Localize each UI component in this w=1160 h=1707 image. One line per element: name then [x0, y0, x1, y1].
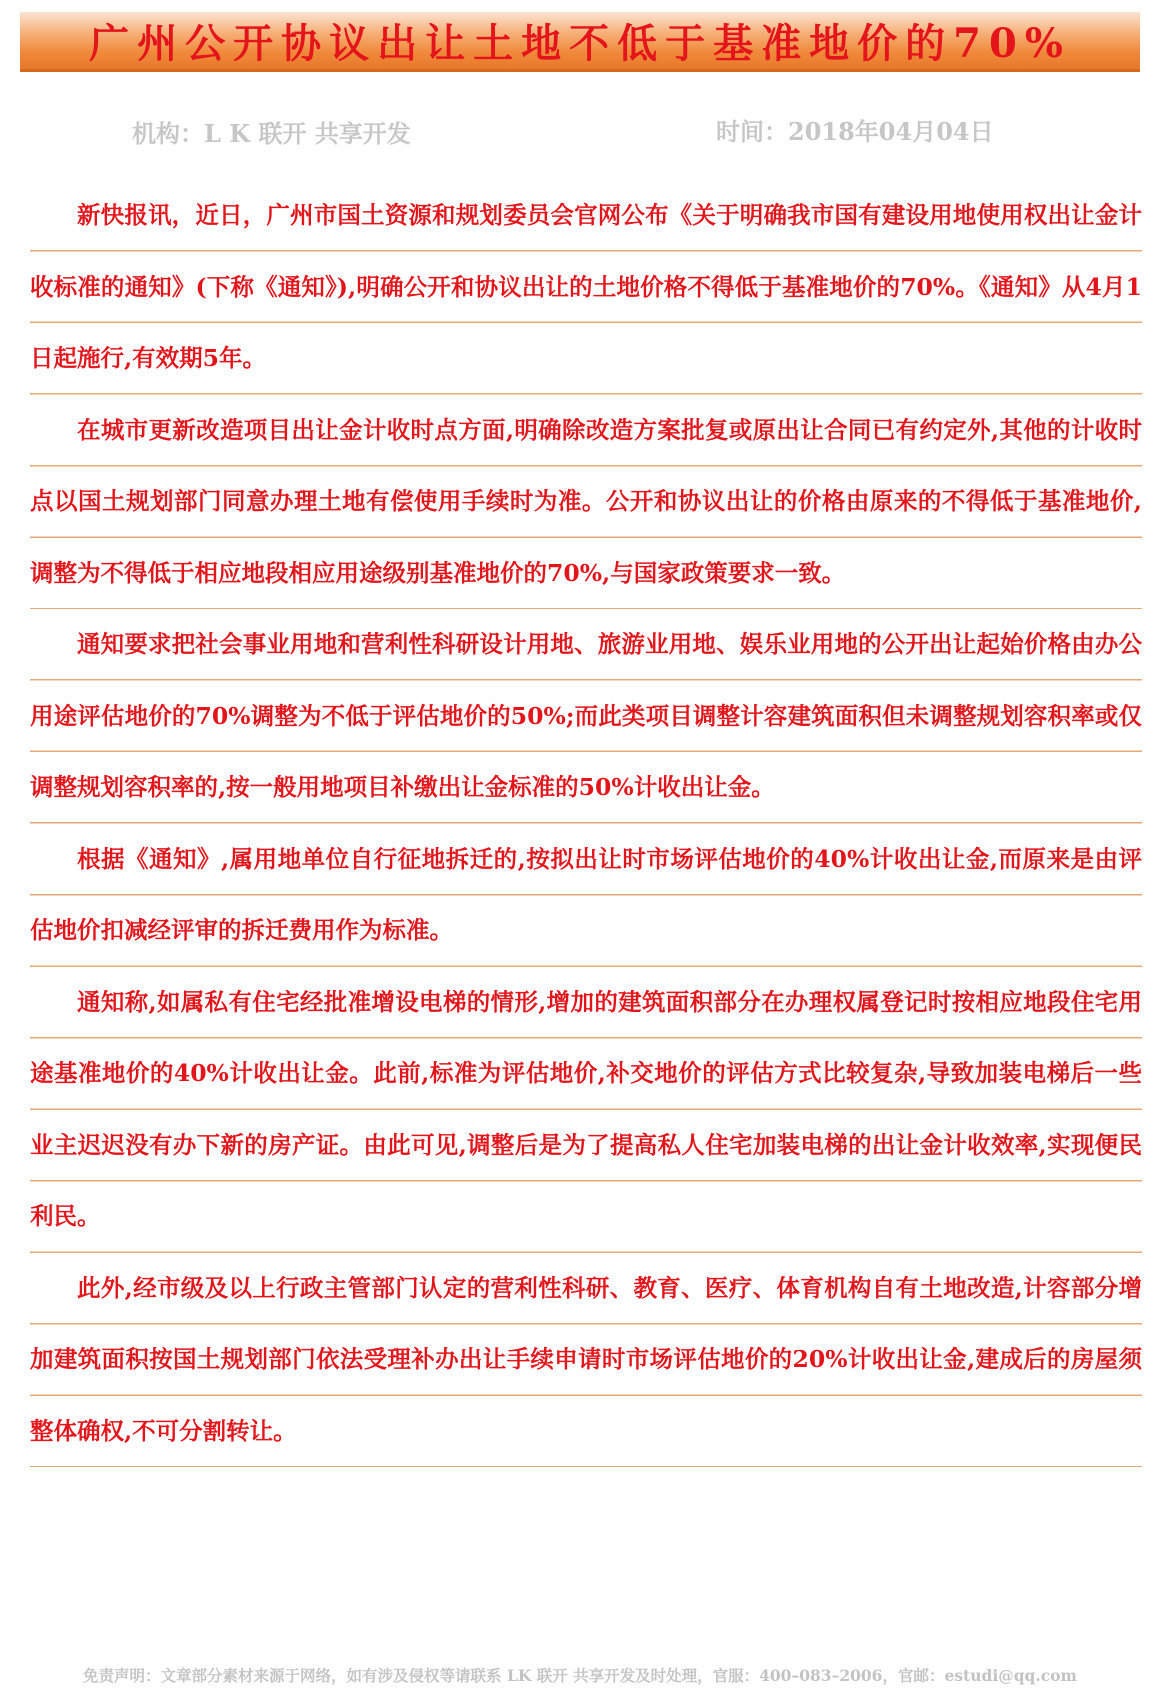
paragraph: 通知称,如属私有住宅经批准增设电梯的情形,增加的建筑面积部分在办理权属登记时按相应地段住宅用途基准地价的40%计收出让金。此前,标准为评估地价,补交地价的评估方式比较复杂,导致加装电梯后一些业主迟迟没有办下新的房产证。由此可见,调整后是为了提高私人住宅加装电梯的出让金计收效率,实现便民利民。 — [30, 967, 1142, 1253]
paragraph: 此外,经市级及以上行政主管部门认定的营利性科研、教育、医疗、体育机构自有土地改造,计容部分增加建筑面积按国土规划部门依法受理补办出让手续申请时市场评估地价的20%计收出让金,建成后的房屋须整体确权,不可分割转让。 — [30, 1253, 1142, 1468]
article-body — [30, 180, 1142, 1467]
page-title: 广州公开协议出让土地不低于基准地价的70% — [89, 20, 1071, 67]
paragraph: 新快报讯，近日，广州市国土资源和规划委员会官网公布《关于明确我市国有建设用地使用权出让金计收标准的通知》(下称《通知》),明确公开和协议出让的土地价格不得低于基准地价的70%。《通知》从4月1日起施行,有效期5年。 — [30, 180, 1142, 395]
paragraph: 在城市更新改造项目出让金计收时点方面,明确除改造方案批复或原出让合同已有约定外,其他的计收时点以国土规划部门同意办理土地有偿使用手续时为准。公开和协议出让的价格由原来的不得低于基准地价,调整为不得低于相应地段相应用途级别基准地价的70%,与国家政策要求一致。 — [30, 395, 1142, 610]
organization-label: 机构：L K 联开 共享开发 — [132, 119, 411, 148]
title-banner — [20, 12, 1140, 72]
meta-row — [0, 112, 1160, 152]
publish-time: 时间：2018年04月04日 — [716, 117, 994, 146]
disclaimer-footer: 免责声明：文章部分素材来源于网络，如有涉及侵权等请联系 LK 联开 共享开发及时处理，官服：400–083–2006，官邮：estudi@qq.com — [83, 1666, 1077, 1685]
paragraph: 通知要求把社会事业用地和营利性科研设计用地、旅游业用地、娱乐业用地的公开出让起始价格由办公用途评估地价的70%调整为不低于评估地价的50%;而此类项目调整计容建筑面积但未调整规划容积率或仅调整规划容积率的,按一般用地项目补缴出让金标准的50%计收出让金。 — [30, 609, 1142, 824]
paragraph: 根据《通知》,属用地单位自行征地拆迁的,按拟出让时市场评估地价的40%计收出让金,而原来是由评估地价扣减经评审的拆迁费用作为标准。 — [30, 824, 1142, 967]
